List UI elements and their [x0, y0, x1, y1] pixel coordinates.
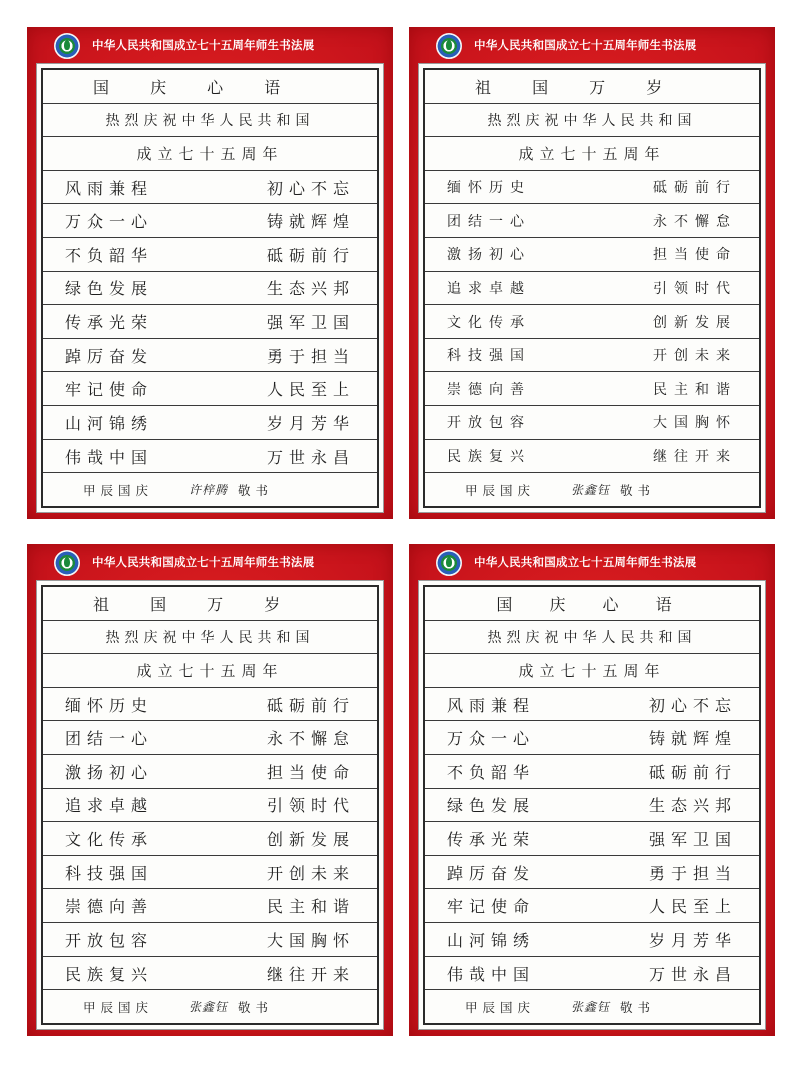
sheet-frame — [41, 585, 379, 1025]
verse-row — [425, 372, 759, 406]
verse-right: 铸就辉煌 — [266, 212, 355, 232]
date-text: 甲辰国庆 — [465, 482, 536, 498]
respect-text: 敬书 — [620, 999, 656, 1015]
verse-right: 砥砺前行 — [266, 245, 355, 265]
verse-row — [43, 406, 377, 440]
verse-row — [425, 957, 759, 991]
verse-right: 民主和谐 — [653, 381, 737, 398]
verse-right: 砥砺前行 — [648, 762, 737, 782]
verse-left: 缅怀历史 — [447, 180, 531, 197]
exhibition-title: 中华人民共和国成立七十五周年师生书法展 — [474, 555, 697, 569]
verse-right: 初心不忘 — [266, 178, 355, 198]
verse-left: 山河锦绣 — [447, 930, 536, 950]
signature-row — [425, 990, 759, 1023]
author-signature: 张鑫钰 — [189, 1000, 229, 1015]
panel-header — [409, 27, 775, 63]
verse-right: 强军卫国 — [648, 830, 737, 850]
verse-left: 团结一心 — [65, 729, 154, 749]
calligraphy-panel — [409, 544, 775, 1036]
author-signature: 张鑫钰 — [571, 1000, 611, 1015]
sheet-frame — [423, 585, 761, 1025]
celebration-line: 热烈庆祝中华人民共和国 — [43, 621, 377, 655]
verse-row — [43, 688, 377, 722]
anniversary-line: 成立七十五周年 — [43, 137, 377, 171]
verse-left: 缅怀历史 — [65, 695, 154, 715]
anniversary-line: 成立七十五周年 — [43, 654, 377, 688]
verse-row — [43, 856, 377, 890]
verse-row — [43, 440, 377, 474]
verse-right: 创新发展 — [653, 314, 737, 331]
verse-right: 生态兴邦 — [648, 796, 737, 816]
verse-row — [425, 789, 759, 823]
verse-right: 开创未来 — [266, 863, 355, 883]
verse-row — [425, 721, 759, 755]
verse-row — [43, 238, 377, 272]
verse-right: 引领时代 — [266, 796, 355, 816]
verse-left: 伟哉中国 — [65, 447, 154, 467]
verse-right: 民主和谐 — [266, 897, 355, 917]
verse-row — [43, 923, 377, 957]
verse-row — [425, 688, 759, 722]
calligraphy-panel — [27, 27, 393, 519]
verse-right: 人民至上 — [266, 380, 355, 400]
calligraphy-sheet — [36, 580, 384, 1030]
verse-left: 文化传承 — [447, 314, 531, 331]
verse-right: 继往开来 — [266, 964, 355, 984]
verse-row — [425, 171, 759, 205]
verse-left: 伟哉中国 — [447, 964, 536, 984]
respect-text: 敬书 — [238, 999, 274, 1015]
verse-left: 绿色发展 — [65, 279, 154, 299]
school-logo-icon — [436, 33, 462, 59]
school-logo-icon — [436, 550, 462, 576]
work-title: 祖 国 万 岁 — [425, 70, 759, 104]
calligraphy-sheet — [36, 63, 384, 513]
verse-left: 文化传承 — [65, 830, 154, 850]
verse-row — [43, 957, 377, 991]
exhibition-title: 中华人民共和国成立七十五周年师生书法展 — [92, 555, 315, 569]
verse-row — [425, 889, 759, 923]
sheet-frame — [423, 68, 761, 508]
author-signature: 张鑫钰 — [571, 483, 611, 498]
verse-right: 引领时代 — [653, 280, 737, 297]
verse-right: 创新发展 — [266, 830, 355, 850]
signature-row — [425, 473, 759, 506]
verse-right: 开创未来 — [653, 348, 737, 365]
verse-left: 牢记使命 — [447, 897, 536, 917]
verse-right: 大国胸怀 — [653, 415, 737, 432]
verse-right: 万世永昌 — [266, 447, 355, 467]
verse-right: 生态兴邦 — [266, 279, 355, 299]
author-signature: 许梓腾 — [189, 483, 229, 498]
verse-right: 初心不忘 — [648, 695, 737, 715]
panel-header — [27, 27, 393, 63]
respect-text: 敬书 — [620, 482, 656, 498]
verse-left: 传承光荣 — [447, 830, 536, 850]
verse-row — [43, 305, 377, 339]
verse-left: 开放包容 — [447, 415, 531, 432]
exhibition-title: 中华人民共和国成立七十五周年师生书法展 — [474, 38, 697, 52]
anniversary-line: 成立七十五周年 — [425, 654, 759, 688]
celebration-line: 热烈庆祝中华人民共和国 — [425, 104, 759, 138]
date-text: 甲辰国庆 — [465, 999, 536, 1015]
verse-right: 岁月芳华 — [648, 930, 737, 950]
verse-row — [43, 721, 377, 755]
verse-left: 牢记使命 — [65, 380, 154, 400]
verse-row — [43, 339, 377, 373]
verse-left: 不负韶华 — [447, 762, 536, 782]
verse-row — [425, 856, 759, 890]
verse-row — [425, 272, 759, 306]
verse-right: 铸就辉煌 — [648, 729, 737, 749]
date-text: 甲辰国庆 — [83, 999, 154, 1015]
calligraphy-sheet — [418, 580, 766, 1030]
verse-left: 绿色发展 — [447, 796, 536, 816]
school-logo-icon — [54, 33, 80, 59]
verse-right: 人民至上 — [648, 897, 737, 917]
verse-right: 万世永昌 — [648, 964, 737, 984]
work-title: 国 庆 心 语 — [43, 70, 377, 104]
verse-left: 科技强国 — [447, 348, 531, 365]
verse-right: 砥砺前行 — [653, 180, 737, 197]
signature-row — [43, 990, 377, 1023]
verse-row — [43, 372, 377, 406]
verse-left: 激扬初心 — [447, 247, 531, 264]
verse-left: 民族复兴 — [447, 449, 531, 465]
verse-right: 强军卫国 — [266, 313, 355, 333]
work-title: 祖 国 万 岁 — [43, 587, 377, 621]
verse-left: 追求卓越 — [447, 280, 531, 297]
signature-row — [43, 473, 377, 506]
verse-right: 勇于担当 — [648, 863, 737, 883]
verse-row — [43, 204, 377, 238]
panel-header — [27, 544, 393, 580]
verse-row — [425, 339, 759, 373]
verse-left: 不负韶华 — [65, 245, 154, 265]
verse-row — [425, 204, 759, 238]
celebration-line: 热烈庆祝中华人民共和国 — [43, 104, 377, 138]
verse-left: 崇德向善 — [447, 381, 531, 398]
verse-row — [43, 171, 377, 205]
school-logo-icon — [54, 550, 80, 576]
verse-row — [425, 238, 759, 272]
sheet-frame — [41, 68, 379, 508]
verse-row — [43, 272, 377, 306]
verse-row — [425, 822, 759, 856]
verse-row — [43, 789, 377, 823]
verse-left: 民族复兴 — [65, 964, 154, 984]
verse-row — [425, 440, 759, 474]
verse-right: 永不懈怠 — [266, 729, 355, 749]
respect-text: 敬书 — [238, 482, 274, 498]
verse-left: 山河锦绣 — [65, 413, 154, 433]
celebration-line: 热烈庆祝中华人民共和国 — [425, 621, 759, 655]
anniversary-line: 成立七十五周年 — [425, 137, 759, 171]
verse-row — [425, 755, 759, 789]
verse-right: 砥砺前行 — [266, 695, 355, 715]
verse-left: 崇德向善 — [65, 897, 154, 917]
work-title: 国 庆 心 语 — [425, 587, 759, 621]
verse-left: 团结一心 — [447, 213, 531, 230]
verse-left: 开放包容 — [65, 930, 154, 950]
verse-right: 担当使命 — [266, 762, 355, 782]
calligraphy-panel — [27, 544, 393, 1036]
verse-left: 风雨兼程 — [447, 695, 536, 715]
verse-left: 踔厉奋发 — [65, 346, 154, 366]
verse-row — [425, 406, 759, 440]
verse-left: 科技强国 — [65, 863, 154, 883]
verse-right: 继往开来 — [653, 449, 737, 465]
verse-row — [43, 889, 377, 923]
calligraphy-sheet — [418, 63, 766, 513]
verse-left: 追求卓越 — [65, 796, 154, 816]
verse-row — [425, 305, 759, 339]
verse-right: 岁月芳华 — [266, 413, 355, 433]
verse-row — [43, 822, 377, 856]
calligraphy-panel — [409, 27, 775, 519]
verse-left: 万众一心 — [447, 729, 536, 749]
verse-row — [425, 923, 759, 957]
verse-row — [43, 755, 377, 789]
verse-right: 勇于担当 — [266, 346, 355, 366]
verse-right: 担当使命 — [653, 247, 737, 264]
date-text: 甲辰国庆 — [83, 482, 154, 498]
verse-left: 踔厉奋发 — [447, 863, 536, 883]
verse-right: 永不懈怠 — [653, 213, 737, 230]
verse-left: 万众一心 — [65, 212, 154, 232]
verse-right: 大国胸怀 — [266, 930, 355, 950]
panel-header — [409, 544, 775, 580]
verse-left: 激扬初心 — [65, 762, 154, 782]
exhibition-title: 中华人民共和国成立七十五周年师生书法展 — [92, 38, 315, 52]
verse-left: 传承光荣 — [65, 313, 154, 333]
verse-left: 风雨兼程 — [65, 178, 154, 198]
